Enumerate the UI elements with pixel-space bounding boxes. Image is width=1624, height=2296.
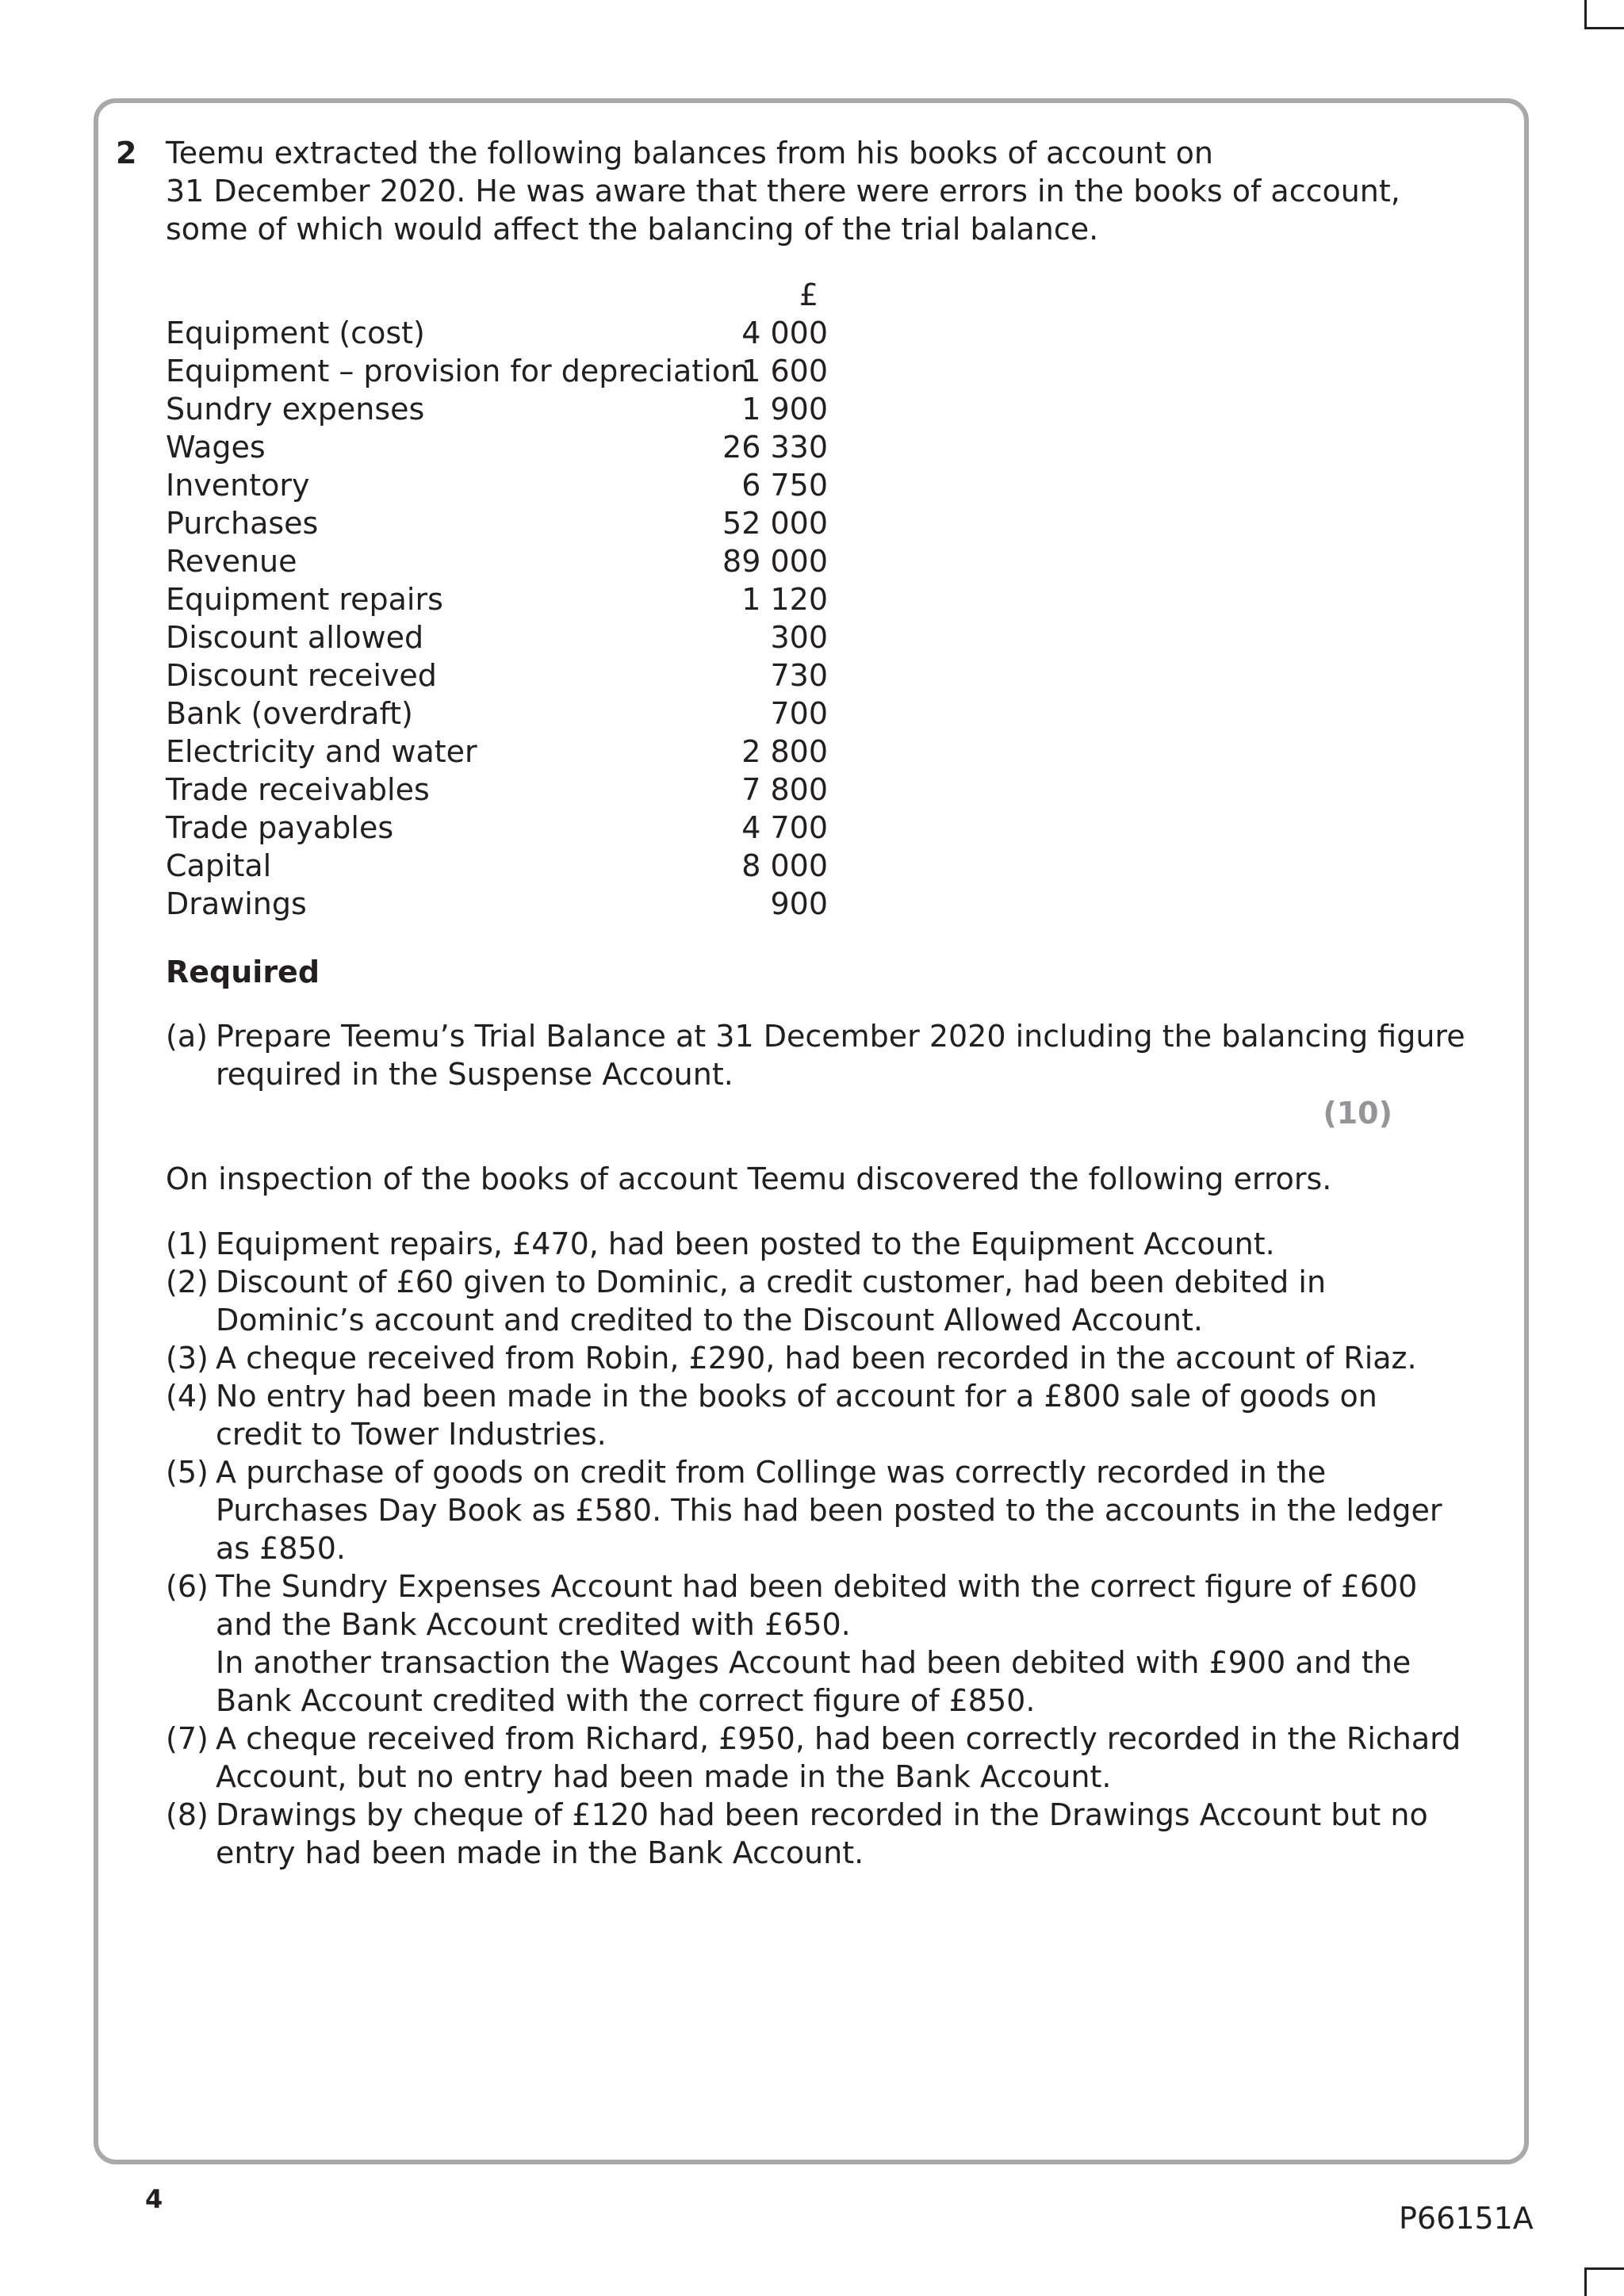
question-intro xyxy=(166,134,1403,248)
balance-row xyxy=(166,847,879,885)
error-label: (2) xyxy=(166,1265,209,1299)
intro-line: Teemu extracted the following balances from his books of account on xyxy=(166,136,1213,170)
balance-label: Drawings xyxy=(166,886,307,921)
error-item xyxy=(166,1567,1434,1720)
balance-value: 4 700 xyxy=(741,810,828,845)
balance-value: 7 800 xyxy=(741,772,828,807)
error-line: Purchases Day Book as £580. This had been posted to the accounts in the ledger xyxy=(216,1493,1442,1528)
balance-value: 900 xyxy=(770,886,828,921)
balance-value: 8 000 xyxy=(741,848,828,883)
part-a-line: required in the Suspense Account. xyxy=(216,1057,733,1092)
error-label: (7) xyxy=(166,1721,209,1756)
question-number: 2 xyxy=(116,136,137,170)
balance-label: Trade payables xyxy=(166,810,394,845)
balance-label: Sundry expenses xyxy=(166,392,425,427)
crop-mark-top-horizontal xyxy=(1584,27,1624,29)
error-line: In another transaction the Wages Account had been debited with £900 and the xyxy=(216,1645,1411,1680)
balance-label: Equipment (cost) xyxy=(166,316,425,350)
error-item xyxy=(166,1263,1434,1339)
balance-label: Electricity and water xyxy=(166,734,477,769)
error-label: (8) xyxy=(166,1797,209,1832)
balance-value: 2 800 xyxy=(741,734,828,769)
balances-table xyxy=(166,314,879,923)
error-line: A cheque received from Robin, £290, had been recorded in the account of Riaz. xyxy=(216,1341,1417,1376)
balance-row xyxy=(166,695,879,733)
balance-label: Discount received xyxy=(166,658,437,693)
balance-value: 730 xyxy=(770,658,828,693)
error-line: A purchase of goods on credit from Collinge was correctly recorded in the xyxy=(216,1455,1327,1490)
error-item xyxy=(166,1453,1442,1567)
balance-label: Equipment repairs xyxy=(166,582,443,617)
part-a-label: (a) xyxy=(166,1019,208,1054)
error-line: and the Bank Account credited with £650. xyxy=(216,1607,851,1642)
balance-value: 1 600 xyxy=(741,354,828,388)
inspection-text: On inspection of the books of account Teemu discovered the following errors. xyxy=(166,1161,1332,1196)
balance-row xyxy=(166,390,879,428)
balance-value: 1 120 xyxy=(741,582,828,617)
balance-label: Equipment – provision for depreciation xyxy=(166,354,750,388)
balance-value: 52 000 xyxy=(722,506,828,541)
error-line: Discount of £60 given to Dominic, a credit customer, had been debited in xyxy=(216,1265,1327,1299)
error-item xyxy=(166,1225,1434,1263)
error-line: Account, but no entry had been made in the Bank Account. xyxy=(216,1759,1112,1794)
balance-value: 6 750 xyxy=(741,468,828,503)
balance-row xyxy=(166,504,879,542)
error-line: as £850. xyxy=(216,1531,346,1566)
crop-mark-bottom-vertical xyxy=(1584,2267,1587,2296)
error-line: A cheque received from Richard, £950, had been correctly recorded in the Richard xyxy=(216,1721,1461,1756)
intro-line: 31 December 2020. He was aware that there were errors in the books of account, xyxy=(166,174,1400,209)
error-line: Dominic’s account and credited to the Discount Allowed Account. xyxy=(216,1303,1203,1337)
error-label: (6) xyxy=(166,1569,209,1604)
balance-value: 700 xyxy=(770,696,828,731)
error-line: credit to Tower Industries. xyxy=(216,1417,607,1452)
error-item xyxy=(166,1796,1434,1872)
error-line: entry had been made in the Bank Account. xyxy=(216,1835,864,1870)
paper-code: P66151A xyxy=(1399,2201,1534,2236)
balance-row xyxy=(166,466,879,504)
balance-label: Revenue xyxy=(166,544,297,579)
error-label: (5) xyxy=(166,1455,209,1490)
balance-label: Capital xyxy=(166,848,272,883)
error-line: Equipment repairs, £470, had been posted to the Equipment Account. xyxy=(216,1226,1275,1261)
balance-row xyxy=(166,580,879,618)
balance-row xyxy=(166,733,879,771)
currency-header: £ xyxy=(799,277,819,312)
balance-row xyxy=(166,428,879,466)
balance-label: Inventory xyxy=(166,468,310,503)
balance-row xyxy=(166,542,879,580)
error-line: Drawings by cheque of £120 had been recorded in the Drawings Account but no xyxy=(216,1797,1428,1832)
error-label: (4) xyxy=(166,1379,209,1414)
balance-row xyxy=(166,656,879,695)
error-line: No entry had been made in the books of account for a £800 sale of goods on xyxy=(216,1379,1377,1414)
error-label: (1) xyxy=(166,1226,209,1261)
balance-row xyxy=(166,352,879,390)
balance-label: Trade receivables xyxy=(166,772,430,807)
part-a-marks: (10) xyxy=(1323,1096,1392,1131)
errors-list xyxy=(166,1225,1461,1872)
page-number: 4 xyxy=(145,2184,163,2214)
crop-mark-top-vertical xyxy=(1584,0,1587,29)
part-a xyxy=(166,1017,1465,1093)
balance-label: Bank (overdraft) xyxy=(166,696,413,731)
balance-value: 26 330 xyxy=(722,430,828,465)
balance-row xyxy=(166,618,879,656)
error-item xyxy=(166,1720,1461,1796)
crop-mark-bottom-horizontal xyxy=(1584,2267,1624,2270)
balance-row xyxy=(166,771,879,809)
error-item xyxy=(166,1377,1434,1453)
error-label: (3) xyxy=(166,1341,209,1376)
balance-row xyxy=(166,885,879,923)
balance-label: Discount allowed xyxy=(166,620,424,655)
balance-value: 300 xyxy=(770,620,828,655)
balance-row xyxy=(166,314,879,352)
balance-value: 4 000 xyxy=(741,316,828,350)
error-line: Bank Account credited with the correct figure of £850. xyxy=(216,1683,1036,1718)
intro-line: some of which would affect the balancing of the trial balance. xyxy=(166,212,1099,247)
balance-value: 1 900 xyxy=(741,392,828,427)
balance-value: 89 000 xyxy=(722,544,828,579)
error-item xyxy=(166,1339,1434,1377)
balance-label: Purchases xyxy=(166,506,319,541)
part-a-line: Prepare Teemu’s Trial Balance at 31 December 2020 including the balancing figure xyxy=(216,1019,1465,1054)
balance-label: Wages xyxy=(166,430,266,465)
error-line: The Sundry Expenses Account had been debited with the correct figure of £600 xyxy=(216,1569,1418,1604)
balance-row xyxy=(166,809,879,847)
required-heading: Required xyxy=(166,955,320,989)
